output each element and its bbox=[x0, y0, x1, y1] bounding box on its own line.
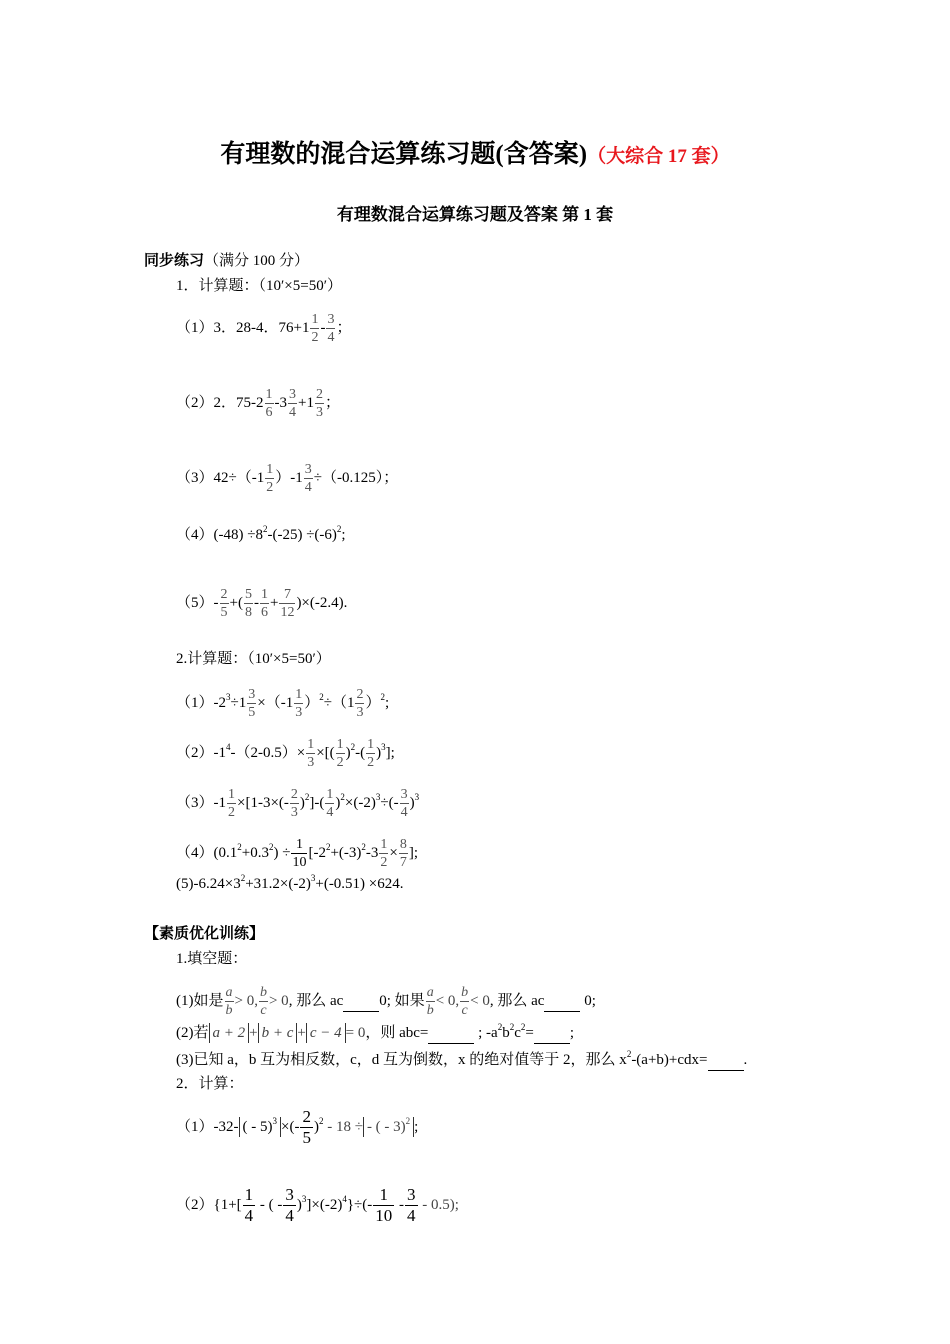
math-text: 3 bbox=[307, 755, 315, 770]
math-text: +0.3 bbox=[241, 844, 269, 861]
math-text: （4）(0.1 bbox=[176, 844, 238, 861]
fraction bbox=[310, 311, 319, 346]
fraction bbox=[300, 1107, 313, 1148]
exponent: 3 bbox=[375, 791, 381, 802]
fraction bbox=[265, 461, 274, 496]
math-text: ; bbox=[414, 1118, 419, 1135]
math-text: 2 bbox=[290, 787, 298, 802]
math-text: 0; 如果 bbox=[379, 992, 425, 1009]
math-text: 4 bbox=[244, 1206, 254, 1225]
exponent: 2 bbox=[350, 741, 356, 752]
math-text: 3 bbox=[295, 705, 303, 720]
math-text: ； bbox=[336, 319, 352, 336]
absolute-value bbox=[363, 1117, 414, 1137]
fraction bbox=[373, 1185, 394, 1226]
absolute-value: b + c bbox=[258, 1023, 298, 1043]
fraction bbox=[366, 736, 375, 771]
math-text: 1 bbox=[295, 687, 303, 702]
math-text: 4 bbox=[289, 405, 296, 420]
math-text: 1 bbox=[228, 787, 235, 802]
math-text: 2 bbox=[228, 805, 235, 820]
math-text: [-2 bbox=[308, 844, 326, 861]
math-text: b bbox=[461, 985, 469, 1000]
math-text: ; bbox=[341, 527, 346, 543]
q2-problem-1 bbox=[176, 686, 389, 721]
fraction bbox=[288, 386, 297, 421]
math-text: b bbox=[426, 1003, 434, 1018]
exponent: 2 bbox=[340, 791, 345, 802]
answer-blank bbox=[534, 1023, 570, 1044]
math-text: 2 bbox=[220, 587, 228, 602]
math-text: 1 bbox=[326, 787, 334, 802]
fraction bbox=[227, 786, 236, 821]
math-text: 1 bbox=[260, 587, 268, 602]
math-text: ) bbox=[376, 744, 382, 761]
math-text: > 0 bbox=[268, 992, 289, 1009]
math-text: > 0, bbox=[234, 992, 258, 1009]
exponent: 2 bbox=[509, 1022, 515, 1032]
math-text: - bbox=[395, 1196, 405, 1213]
math-text: }÷(- bbox=[346, 1196, 373, 1213]
math-text: 4 bbox=[327, 330, 335, 345]
exponent: 2 bbox=[318, 1115, 324, 1126]
math-text: 4 bbox=[326, 805, 334, 820]
math-text: ) bbox=[345, 744, 351, 761]
math-text: 10 bbox=[292, 855, 307, 870]
math-text: = 0 bbox=[345, 1025, 366, 1041]
exponent: 3 bbox=[272, 1115, 277, 1126]
fraction bbox=[259, 984, 268, 1019]
exponent: 2 bbox=[380, 691, 385, 702]
math-text: )×(-2.4). bbox=[296, 594, 348, 611]
q1-problem-5 bbox=[176, 586, 347, 621]
exponent: 2 bbox=[304, 791, 310, 802]
math-text: 2 bbox=[315, 387, 323, 402]
math-text: +( bbox=[229, 594, 243, 611]
math-text: ( - 5) bbox=[242, 1118, 273, 1135]
math-text: 5 bbox=[302, 1128, 311, 1147]
math-text: 3 bbox=[356, 705, 364, 720]
math-text: c bbox=[461, 1003, 468, 1018]
math-text: ÷（1 bbox=[323, 694, 355, 711]
title-red-note: （大综合 17 套） bbox=[587, 146, 730, 167]
exponent: 2 bbox=[361, 841, 366, 852]
fraction bbox=[325, 786, 334, 821]
math-text: 3 bbox=[289, 387, 296, 402]
fraction bbox=[283, 1185, 296, 1226]
q2-label: 2.计算题：（10′×5=50′） bbox=[176, 651, 331, 667]
math-text: 1 bbox=[373, 1185, 394, 1206]
math-text: (3)已知 a，b 互为相反数，c，d 互为倒数，x 的绝对值等于 2，那么 x bbox=[176, 1052, 627, 1068]
math-text: 6 bbox=[265, 405, 273, 420]
q2-problem-2 bbox=[176, 736, 395, 771]
fraction bbox=[265, 386, 274, 421]
math-text: ; bbox=[384, 694, 390, 711]
math-text: + bbox=[249, 1025, 258, 1041]
exponent: 2 bbox=[325, 841, 331, 852]
math-text: （2）2．75-2 bbox=[176, 394, 264, 411]
math-text: 1 bbox=[307, 737, 315, 752]
math-text: b bbox=[259, 985, 267, 1000]
math-text: ）-1 bbox=[275, 469, 303, 486]
math-text: 2 bbox=[367, 755, 375, 770]
fraction bbox=[355, 686, 364, 721]
math-text: 7 bbox=[279, 586, 295, 604]
math-text: - 0.5); bbox=[418, 1196, 459, 1213]
absolute-value: c − 4 bbox=[306, 1023, 346, 1043]
math-text: ) bbox=[335, 794, 341, 811]
math-text: +(-0.51) ×624. bbox=[315, 876, 404, 892]
math-text: ÷1 bbox=[230, 694, 247, 711]
fraction bbox=[243, 1185, 256, 1226]
math-text: 2 bbox=[356, 687, 364, 702]
fraction bbox=[460, 984, 469, 1019]
math-text: ） bbox=[304, 694, 320, 711]
math-text: (2)若 bbox=[176, 1025, 209, 1041]
fill-label: 1.填空题： bbox=[176, 951, 248, 967]
math-text: . bbox=[743, 1052, 748, 1068]
math-text: ]; bbox=[408, 844, 419, 861]
math-text: + bbox=[269, 594, 279, 611]
math-text: 3 bbox=[327, 312, 335, 327]
math-text: （2）-1 bbox=[176, 744, 226, 761]
math-text: -（2-0.5）× bbox=[230, 744, 306, 761]
exponent: 2 bbox=[268, 841, 274, 852]
calc-label: 2．计算： bbox=[176, 1076, 244, 1092]
calc-problem-2 bbox=[176, 1185, 459, 1226]
math-text: +31.2×(-2) bbox=[245, 876, 311, 892]
math-text: - bbox=[253, 594, 259, 611]
fraction bbox=[220, 586, 229, 621]
math-text: = bbox=[525, 1025, 534, 1041]
absolute-value: a + 2 bbox=[209, 1023, 250, 1043]
math-text: - 18 ÷ bbox=[323, 1118, 363, 1135]
math-text: 2 bbox=[266, 480, 274, 495]
exponent: 2 bbox=[497, 1022, 503, 1032]
q1-problem-1 bbox=[176, 311, 351, 346]
page-title bbox=[0, 134, 950, 170]
math-text: 12 bbox=[280, 605, 295, 620]
fraction bbox=[260, 586, 269, 621]
math-text: 6 bbox=[260, 605, 268, 620]
fraction bbox=[400, 786, 409, 821]
calc-problem-1 bbox=[176, 1107, 418, 1148]
math-text: 3 bbox=[315, 405, 323, 420]
q1-problem-3 bbox=[176, 461, 398, 496]
math-text: -(-25) ÷(-6) bbox=[267, 527, 337, 543]
math-text: 5 bbox=[244, 587, 252, 602]
math-text: , 那么 ac bbox=[288, 992, 344, 1009]
math-text: 8 bbox=[244, 605, 252, 620]
fraction bbox=[399, 836, 408, 871]
fill-problem-2 bbox=[176, 1023, 574, 1044]
exponent: 4 bbox=[342, 1193, 347, 1204]
math-text: 0; bbox=[580, 992, 596, 1009]
math-text: 1 bbox=[380, 837, 388, 852]
math-text: 1 bbox=[336, 737, 344, 752]
math-text: +1 bbox=[298, 394, 314, 411]
math-text: 8 bbox=[399, 837, 407, 852]
math-text: ]-( bbox=[309, 794, 325, 811]
math-text: 7 bbox=[399, 855, 407, 870]
exponent: 2 bbox=[319, 691, 324, 702]
math-text: （4）(-48) ÷8 bbox=[176, 527, 263, 543]
math-text: 4 bbox=[304, 480, 312, 495]
math-text: 1 bbox=[266, 462, 274, 477]
math-text: 2 bbox=[336, 755, 344, 770]
math-text: ×(- bbox=[281, 1118, 300, 1135]
math-text: - bbox=[320, 319, 326, 336]
math-text: -( bbox=[355, 744, 366, 761]
fraction bbox=[244, 586, 253, 621]
math-text: 1 bbox=[311, 312, 319, 327]
math-text: c bbox=[260, 1003, 267, 1018]
math-text: ×[( bbox=[316, 744, 335, 761]
math-text: ×[1-3×(- bbox=[237, 794, 289, 811]
math-text: ； bbox=[324, 394, 340, 411]
exponent: 2 bbox=[405, 1115, 411, 1126]
math-text: 1 bbox=[265, 387, 273, 402]
math-text: ) bbox=[296, 1196, 302, 1213]
fraction bbox=[405, 1185, 418, 1226]
math-text: +(-3) bbox=[330, 844, 362, 861]
exponent: 2 bbox=[626, 1049, 632, 1059]
set-subtitle: 有理数混合运算练习题及答案 第 1 套 bbox=[336, 205, 614, 224]
exponent: 2 bbox=[520, 1022, 526, 1032]
fraction bbox=[291, 836, 307, 871]
math-text: - ( - 3) bbox=[366, 1118, 406, 1135]
fraction bbox=[290, 786, 299, 821]
math-text: ） bbox=[365, 694, 381, 711]
fraction bbox=[225, 984, 234, 1019]
math-text: ÷(- bbox=[380, 794, 399, 811]
math-text: 4 bbox=[407, 1206, 416, 1225]
answer-blank bbox=[544, 991, 580, 1012]
exponent: 3 bbox=[381, 741, 386, 752]
math-text: （1）-2 bbox=[176, 694, 226, 711]
fraction bbox=[279, 586, 295, 621]
math-text: 4 bbox=[285, 1206, 294, 1225]
q2-problem-3 bbox=[176, 786, 419, 821]
math-text: （3）-1 bbox=[176, 794, 226, 811]
q1-problem-2 bbox=[176, 386, 340, 421]
fraction bbox=[426, 984, 435, 1019]
math-text: 1 bbox=[291, 836, 307, 854]
math-text: < 0, bbox=[435, 992, 460, 1009]
fill-problem-3 bbox=[176, 1050, 747, 1071]
math-text: 2 bbox=[380, 855, 388, 870]
math-text: a bbox=[426, 985, 434, 1000]
exponent: 3 bbox=[310, 873, 316, 883]
q1-problem-4 bbox=[176, 525, 346, 545]
fraction bbox=[336, 736, 345, 771]
math-text: 1 bbox=[244, 1185, 254, 1204]
title-main: 有理数的混合运算练习题(含答案) bbox=[220, 141, 588, 168]
math-text: -3 bbox=[274, 394, 287, 411]
fraction bbox=[379, 836, 388, 871]
math-text: ) bbox=[409, 794, 415, 811]
exponent: 4 bbox=[226, 741, 231, 752]
math-text: -(a+b)+cdx= bbox=[631, 1052, 708, 1068]
q2-problem-4 bbox=[176, 836, 418, 871]
math-text: -3 bbox=[365, 844, 379, 861]
q2-problem-5 bbox=[176, 874, 404, 894]
math-text: (1)如是 bbox=[176, 992, 224, 1009]
math-text: 4 bbox=[400, 805, 408, 820]
math-text: c bbox=[514, 1025, 521, 1041]
math-text: , 那么 ac bbox=[489, 992, 545, 1009]
section-sync-heading bbox=[144, 251, 309, 271]
section-quality-heading: 【素质优化训练】 bbox=[144, 926, 265, 942]
math-text: （满分 100 分） bbox=[204, 253, 310, 269]
exponent: 3 bbox=[301, 1193, 307, 1204]
fraction bbox=[315, 386, 324, 421]
math-text: a bbox=[225, 985, 233, 1000]
math-text: （1）-32- bbox=[176, 1118, 239, 1135]
math-text: ×(-2) bbox=[344, 794, 376, 811]
math-text: + bbox=[297, 1025, 306, 1041]
math-text: × bbox=[389, 844, 398, 861]
exponent: 2 bbox=[237, 841, 242, 852]
math-text: 3 bbox=[285, 1185, 294, 1204]
exponent: 2 bbox=[262, 524, 268, 534]
math-text: ; bbox=[569, 1025, 575, 1041]
math-text: < 0 bbox=[470, 992, 490, 1009]
math-text: 3 bbox=[400, 787, 408, 802]
exponent: 3 bbox=[226, 691, 231, 702]
math-text: - ( - bbox=[256, 1196, 283, 1213]
math-text: ]; bbox=[385, 744, 395, 761]
fraction bbox=[294, 686, 303, 721]
fraction bbox=[326, 311, 335, 346]
absolute-value bbox=[239, 1117, 282, 1137]
math-text: 同步练习 bbox=[144, 253, 205, 269]
fraction bbox=[304, 461, 313, 496]
exponent: 2 bbox=[240, 873, 246, 883]
math-text: ]×(-2) bbox=[306, 1196, 343, 1213]
math-text: b bbox=[225, 1003, 233, 1018]
math-text: 3 bbox=[304, 462, 312, 477]
math-text: 2 bbox=[311, 330, 319, 345]
fraction bbox=[247, 686, 256, 721]
math-text: 5 bbox=[248, 705, 256, 720]
math-text: ) ÷ bbox=[273, 844, 291, 861]
math-text: ÷（-0.125）； bbox=[313, 469, 399, 486]
math-text: ，则 abc= bbox=[365, 1025, 429, 1041]
math-text: 10 bbox=[375, 1206, 393, 1225]
answer-blank bbox=[343, 991, 379, 1012]
math-text: 5 bbox=[220, 605, 228, 620]
math-text: ) bbox=[313, 1118, 319, 1135]
exponent: 2 bbox=[336, 524, 342, 534]
math-text: （3）42÷（-1 bbox=[176, 469, 265, 486]
fraction bbox=[306, 736, 315, 771]
math-text: 3 bbox=[290, 805, 298, 820]
math-text: 3 bbox=[248, 687, 256, 702]
fill-problem-1 bbox=[176, 984, 596, 1019]
math-text: ; -a bbox=[474, 1025, 498, 1041]
answer-blank bbox=[428, 1023, 474, 1044]
math-text: (5)-6.24×3 bbox=[176, 876, 241, 892]
math-text: ×（-1 bbox=[257, 694, 294, 711]
math-text: 3 bbox=[407, 1185, 416, 1204]
math-text: （5）- bbox=[176, 594, 219, 611]
math-text: 2 bbox=[302, 1107, 311, 1126]
math-text: 1 bbox=[367, 737, 375, 752]
exponent: 3 bbox=[414, 791, 420, 802]
q1-label: 1．计算题：（10′×5=50′） bbox=[176, 278, 342, 294]
math-text: b bbox=[502, 1025, 510, 1041]
math-text: ) bbox=[299, 794, 305, 811]
math-text: （1）3．28-4．76+1 bbox=[176, 319, 310, 336]
answer-blank bbox=[708, 1050, 744, 1071]
math-text: （2）{1+[ bbox=[176, 1196, 242, 1213]
